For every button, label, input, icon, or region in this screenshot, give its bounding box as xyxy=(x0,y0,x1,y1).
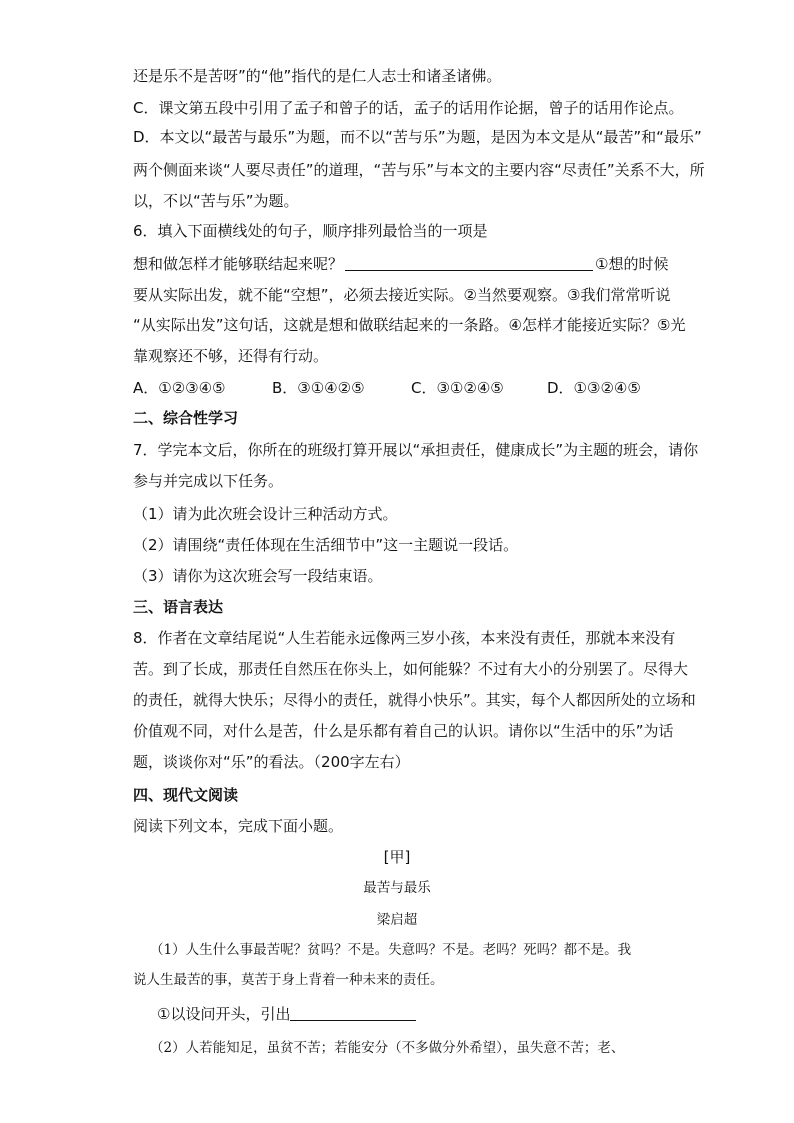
task-item: （1）请为此次班会设计三种活动方式。 xyxy=(133,505,398,523)
text-line: 两个侧面来谈“人要尽责任”的道理，“苦与乐”与本文的主要内容“尽责任”关系不大，所 xyxy=(133,161,705,179)
instruction: 阅读下列文本，完成下面小题。 xyxy=(133,817,344,835)
text-line: 靠观察还不够，还得有行动。 xyxy=(133,347,329,365)
choice-d: D．①③②④⑤ xyxy=(547,379,641,397)
stem-text: 想和做怎样才能够联结起来呢？ xyxy=(133,255,344,273)
sub-question xyxy=(157,1004,416,1024)
sub-question-text: ①以设问开头，引出 xyxy=(157,1005,291,1023)
text-line: 以，不以“苦与乐”为题。 xyxy=(133,192,299,210)
text-line: “从实际出发”这句话，这就是想和做联结起来的一条路。④怎样才能接近实际？⑤光 xyxy=(133,316,686,334)
choice-c: C．③①②④⑤ xyxy=(411,379,504,397)
section-heading: 三、语言表达 xyxy=(133,598,224,616)
answer-blank[interactable] xyxy=(290,1004,416,1021)
text-line: 还是乐不是苦呀”的“他”指代的是仁人志士和诸圣诸佛。 xyxy=(133,67,502,85)
question-7: 7．学完本文后，你所在的班级打算开展以“承担责任，健康成长”为主题的班会，请你 xyxy=(133,441,699,459)
option-c-text: C．课文第五段中引用了孟子和曾子的话，孟子的话用作论据，曾子的话用作论点。 xyxy=(133,99,684,117)
text-line: 题，谈谈你对“乐”的看法。（200字左右） xyxy=(133,753,410,771)
stem-text: ①想的时候 xyxy=(595,255,669,273)
text-line: 要从实际出发，就不能“空想”，必须去接近实际。②当然要观察。③我们常常听说 xyxy=(133,286,671,304)
question-6-stem xyxy=(133,254,668,274)
task-item: （3）请你为这次班会写一段结束语。 xyxy=(133,567,383,585)
task-item: （2）请围绕“责任体现在生活细节中”这一主题说一段话。 xyxy=(133,536,519,554)
passage-title: 最苦与最乐 xyxy=(363,880,431,896)
passage-paragraph: （1）人生什么事最苦呢？贫吗？不是。失意吗？不是。老吗？死吗？都不是。我 xyxy=(150,942,632,958)
question-8: 8．作者在文章结尾说“人生若能永远像两三岁小孩，本来没有责任，那就本来没有 xyxy=(133,629,676,647)
text-line: 价值观不同，对什么是苦，什么是乐都有着自己的认识。请你以“生活中的乐”为话 xyxy=(133,722,674,740)
section-heading: 四、现代文阅读 xyxy=(133,786,239,804)
question-6: 6．填入下面横线处的句子，顺序排列最恰当的一项是 xyxy=(133,222,488,240)
choice-b: B．③①④②⑤ xyxy=(272,379,365,397)
passage-paragraph: 说人生最苦的事，莫苦于身上背着一种未来的责任。 xyxy=(133,972,444,988)
answer-blank[interactable] xyxy=(345,254,593,271)
section-heading: 二、综合性学习 xyxy=(133,409,239,427)
passage-paragraph: （2）人若能知足，虽贫不苦；若能安分（不多做分外希望），虽失意不苦；老、 xyxy=(150,1040,625,1056)
choice-a: A．①②③④⑤ xyxy=(133,379,226,397)
text-line: 苦。到了长成，那责任自然压在你头上，如何能躲？不过有大小的分别罢了。尽得大 xyxy=(133,660,689,678)
passage-author: 梁启超 xyxy=(376,912,418,928)
text-line: 参与并完成以下任务。 xyxy=(133,472,284,490)
passage-mark: [甲] xyxy=(383,848,411,866)
option-d-text: D．本文以“最苦与最乐”为题，而不以“苦与乐”为题，是因为本文是从“最苦”和“最乐” xyxy=(133,128,702,146)
text-line: 的责任，就得大快乐；尽得小的责任，就得小快乐”。其实，每个人都因所处的立场和 xyxy=(133,691,696,709)
